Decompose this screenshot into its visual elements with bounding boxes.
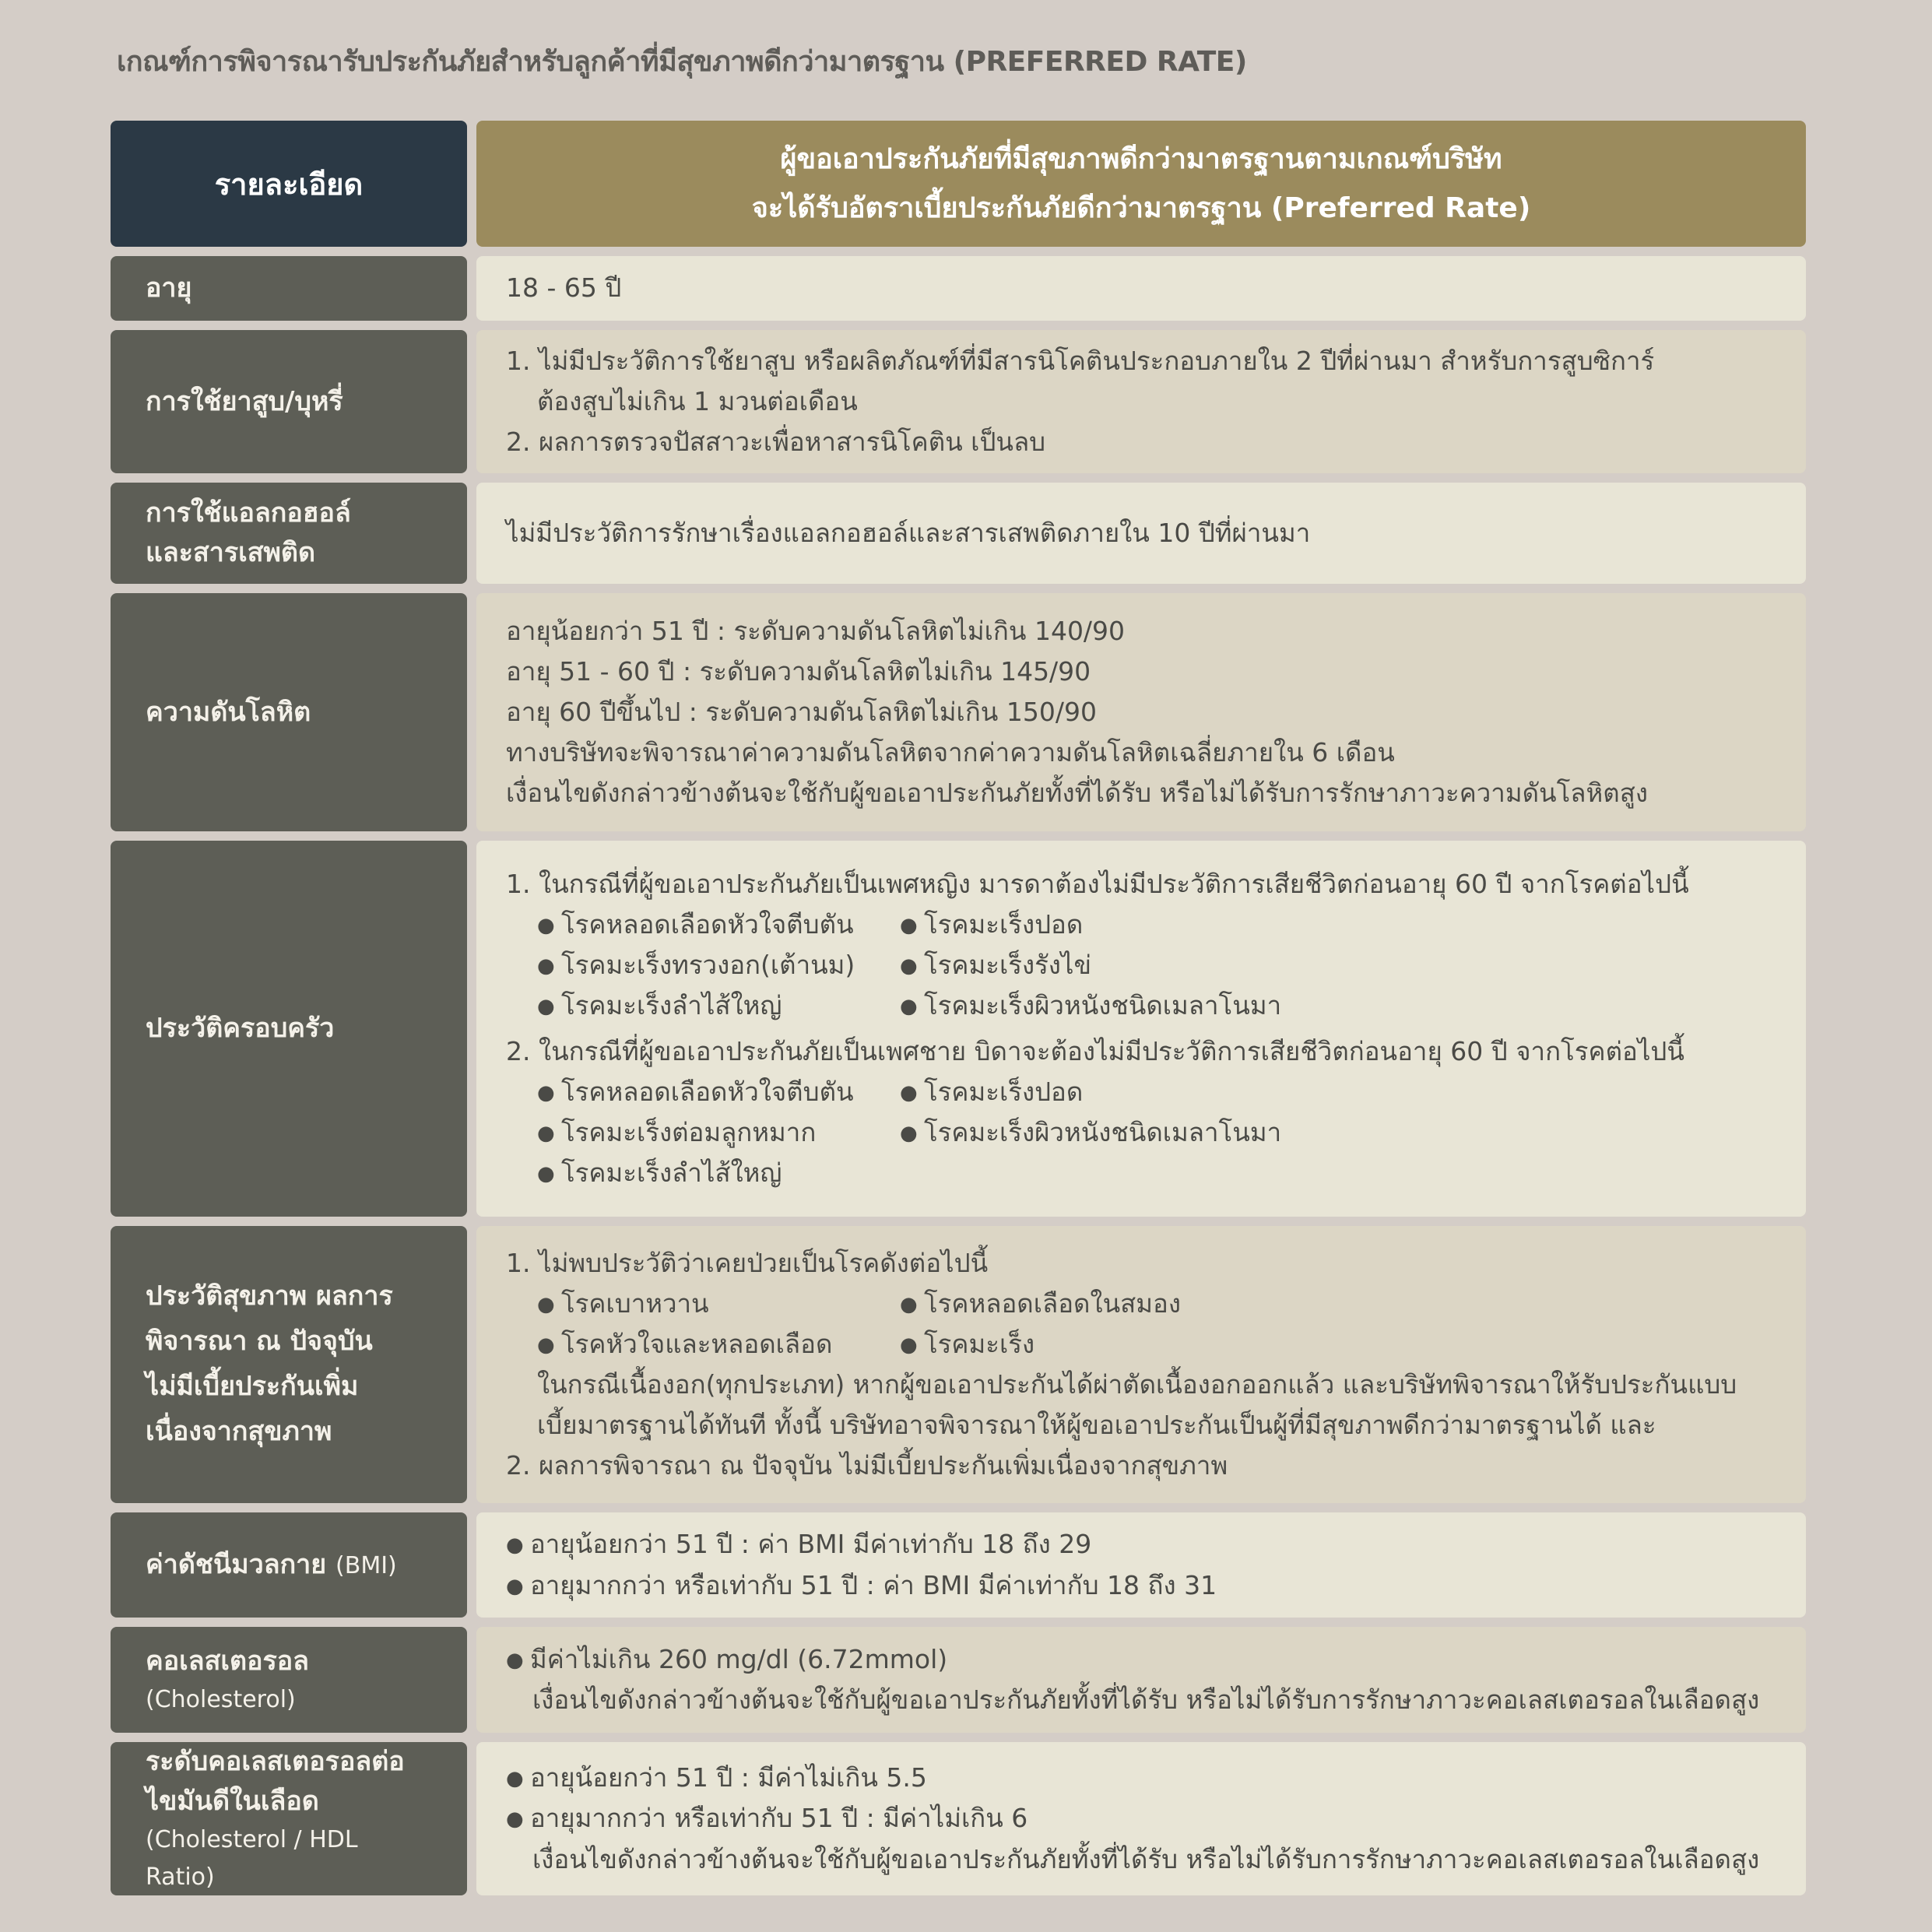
cholesterol-label-sub: (Cholesterol) [146, 1685, 296, 1713]
row-label-bmi [111, 1512, 467, 1618]
list-item: ● โรคมะเร็งรังไข่ [900, 945, 1776, 985]
list-item: ● โรคหลอดเลือดหัวใจตีบตัน [537, 905, 900, 945]
row-alcohol [111, 483, 1806, 584]
row-content-smoking [476, 330, 1806, 473]
ratio-label-sub: (Cholesterol / HDL Ratio) [146, 1825, 358, 1891]
row-content-health-history [476, 1226, 1806, 1503]
row-content-cholesterol [476, 1627, 1806, 1733]
header-line-2: จะได้รับอัตราเบี้ยประกันภัยดีกว่ามาตรฐาน (Preferred Rate) [751, 192, 1531, 224]
ratio-label-line-1: ระดับคอเลสเตอรอลต่อ [146, 1745, 405, 1777]
row-health-history [111, 1226, 1806, 1503]
row-label-blood-pressure: ความดันโลหิต [111, 593, 467, 831]
bmi-label: ค่าดัชนีมวลกาย [146, 1549, 327, 1580]
criteria-table [111, 121, 1806, 1905]
bp-line-3: อายุ 60 ปีขึ้นไป : ระดับความดันโลหิตไม่เกิน 150/90 [506, 696, 1097, 727]
list-item: ● โรคหัวใจและหลอดเลือด [537, 1324, 900, 1365]
age-range: 18 - 65 ปี [506, 272, 622, 304]
table-header [111, 121, 1806, 247]
family-female-diseases [506, 905, 1776, 1026]
bp-line-4: ทางบริษัทจะพิจารณาค่าความดันโลหิตจากค่าความดันโลหิตเฉลี่ยภายใน 6 เดือน [506, 737, 1395, 768]
row-label-cholesterol [111, 1627, 467, 1733]
row-cholesterol-hdl-ratio [111, 1742, 1806, 1895]
family-male-intro: 2. ในกรณีที่ผู้ขอเอาประกันภัยเป็นเพศชาย บิดาจะต้องไม่มีประวัติการเสียชีวิตก่อนอายุ 60 ปี จากโรคต่อไปนี้ [506, 1035, 1684, 1066]
list-item: ● โรคมะเร็งต่อมลูกหมาก [537, 1112, 900, 1153]
health-label-line-4: เนื่องจากสุขภาพ [146, 1415, 332, 1447]
ratio-line-2: ● อายุมากกว่า หรือเท่ากับ 51 ปี : มีค่าไม่เกิน 6 [506, 1798, 1776, 1839]
list-item: ● โรคมะเร็งผิวหนังชนิดเมลาโนมา [900, 1112, 1776, 1153]
alcohol-label-line-2: และสารเสพติด [146, 537, 316, 568]
bp-line-2: อายุ 51 - 60 ปี : ระดับความดันโลหิตไม่เกิน 145/90 [506, 655, 1091, 687]
bmi-line-1: ● อายุน้อยกว่า 51 ปี : ค่า BMI มีค่าเท่ากับ 18 ถึง 29 [506, 1524, 1776, 1565]
row-blood-pressure [111, 593, 1806, 831]
health-label-line-3: ไม่มีเบี้ยประกันเพิ่ม [146, 1371, 359, 1402]
list-item: ● โรคมะเร็งปอด [900, 905, 1776, 945]
health-label-line-2: พิจารณา ณ ปัจจุบัน [146, 1326, 373, 1358]
alcohol-label-line-1: การใช้แอลกอฮอล์ [146, 497, 351, 529]
family-male-diseases [506, 1072, 1776, 1193]
health-diseases [506, 1284, 1776, 1365]
ratio-line-1: ● อายุน้อยกว่า 51 ปี : มีค่าไม่เกิน 5.5 [506, 1758, 1776, 1798]
smoking-item-1-cont: ต้องสูบไม่เกิน 1 มวนต่อเดือน [537, 385, 858, 416]
row-bmi [111, 1512, 1806, 1618]
cholesterol-line-2: เงื่อนไขดังกล่าวข้างต้นจะใช้กับผู้ขอเอาประกันภัยทั้งที่ได้รับ หรือไม่ได้รับการรักษาภาวะคอเลสเตอรอลในเลือดสูง [532, 1684, 1760, 1715]
header-line-1: ผู้ขอเอาประกันภัยที่มีสุขภาพดีกว่ามาตรฐานตามเกณฑ์บริษัท [780, 143, 1502, 175]
page-title: เกณฑ์การพิจารณารับประกันภัยสำหรับลูกค้าที่มีสุขภาพดีกว่ามาตรฐาน (PREFERRED RATE) [117, 46, 1247, 78]
health-note-line-2: เบี้ยมาตรฐานได้ทันที ทั้งนี้ บริษัทอาจพิจารณาให้ผู้ขอเอาประกันเป็นผู้ที่มีสุขภาพดีกว่ามาตรฐานได้ และ [537, 1410, 1656, 1441]
ratio-label-line-2: ไขมันดีในเลือด [146, 1785, 319, 1817]
row-label-cholesterol-hdl-ratio [111, 1742, 467, 1895]
bmi-line-2: ● อายุมากกว่า หรือเท่ากับ 51 ปี : ค่า BMI มีค่าเท่ากับ 18 ถึง 31 [506, 1565, 1776, 1606]
family-female-intro: 1. ในกรณีที่ผู้ขอเอาประกันภัยเป็นเพศหญิง มารดาต้องไม่มีประวัติการเสียชีวิตก่อนอายุ 60 ปี จากโรคต่อไปนี้ [506, 869, 1689, 899]
cholesterol-line-1: ● มีค่าไม่เกิน 260 mg/dl (6.72mmol) [506, 1639, 1776, 1680]
row-cholesterol [111, 1627, 1806, 1733]
row-content-age [476, 256, 1806, 321]
header-preferred-rate [476, 121, 1806, 247]
list-item: ● โรคมะเร็งผิวหนังชนิดเมลาโนมา [900, 985, 1776, 1026]
list-item: ● โรคหลอดเลือดหัวใจตีบตัน [537, 1072, 900, 1112]
row-content-bmi [476, 1512, 1806, 1618]
cholesterol-label: คอเลสเตอรอล [146, 1645, 310, 1677]
row-smoking [111, 330, 1806, 473]
list-item: ● โรคมะเร็งปอด [900, 1072, 1776, 1112]
bmi-label-sub: (BMI) [335, 1552, 397, 1579]
list-item: ● โรคหลอดเลือดในสมอง [900, 1284, 1776, 1324]
header-details: รายละเอียด [111, 121, 467, 247]
health-label-line-1: ประวัติสุขภาพ ผลการ [146, 1280, 393, 1312]
health-intro: 1. ไม่พบประวัติว่าเคยป่วยเป็นโรคดังต่อไปนี้ [506, 1247, 989, 1278]
row-label-alcohol [111, 483, 467, 584]
row-content-family-history [476, 841, 1806, 1217]
row-label-age: อายุ [111, 256, 467, 321]
row-content-cholesterol-hdl-ratio [476, 1742, 1806, 1895]
list-item: ● โรคมะเร็งลำไส้ใหญ่ [537, 1153, 900, 1193]
row-family-history [111, 841, 1806, 1217]
row-age [111, 256, 1806, 321]
bp-line-1: อายุน้อยกว่า 51 ปี : ระดับความดันโลหิตไม่เกิน 140/90 [506, 615, 1126, 646]
bp-line-5: เงื่อนไขดังกล่าวข้างต้นจะใช้กับผู้ขอเอาประกันภัยทั้งที่ได้รับ หรือไม่ได้รับการรักษาภาวะความดันโลหิตสูง [506, 778, 1648, 809]
health-note-line-1: ในกรณีเนื้องอก(ทุกประเภท) หากผู้ขอเอาประกันได้ผ่าตัดเนื้องอกออกแล้ว และบริษัทพิจารณาให้รับประกันแบบ [537, 1369, 1737, 1400]
list-item: ● โรคมะเร็งลำไส้ใหญ่ [537, 985, 900, 1026]
smoking-item-2: 2. ผลการตรวจปัสสาวะเพื่อหาสารนิโคติน เป็นลบ [506, 427, 1046, 458]
list-item: ● โรคมะเร็ง [900, 1324, 1776, 1365]
row-label-health-history [111, 1226, 467, 1503]
row-label-family-history: ประวัติครอบครัว [111, 841, 467, 1217]
smoking-item-1: 1. ไม่มีประวัติการใช้ยาสูบ หรือผลิตภัณฑ์ที่มีสารนิโคตินประกอบภายใน 2 ปีที่ผ่านมา สำหรับการสูบซิการ์ [506, 345, 1655, 376]
row-label-smoking: การใช้ยาสูบ/บุหรี่ [111, 330, 467, 473]
ratio-line-3: เงื่อนไขดังกล่าวข้างต้นจะใช้กับผู้ขอเอาประกันภัยทั้งที่ได้รับ หรือไม่ได้รับการรักษาภาวะคอเลสเตอรอลในเลือดสูง [532, 1843, 1760, 1874]
health-item-2: 2. ผลการพิจารณา ณ ปัจจุบัน ไม่มีเบี้ยประกันเพิ่มเนื่องจากสุขภาพ [506, 1450, 1228, 1481]
list-item: ● โรคมะเร็งทรวงอก(เต้านม) [537, 945, 900, 985]
row-content-alcohol [476, 483, 1806, 584]
list-item: ● โรคเบาหวาน [537, 1284, 900, 1324]
row-content-blood-pressure [476, 593, 1806, 831]
alcohol-text: ไม่มีประวัติการรักษาเรื่องแอลกอฮอล์และสารเสพติดภายใน 10 ปีที่ผ่านมา [506, 517, 1311, 548]
